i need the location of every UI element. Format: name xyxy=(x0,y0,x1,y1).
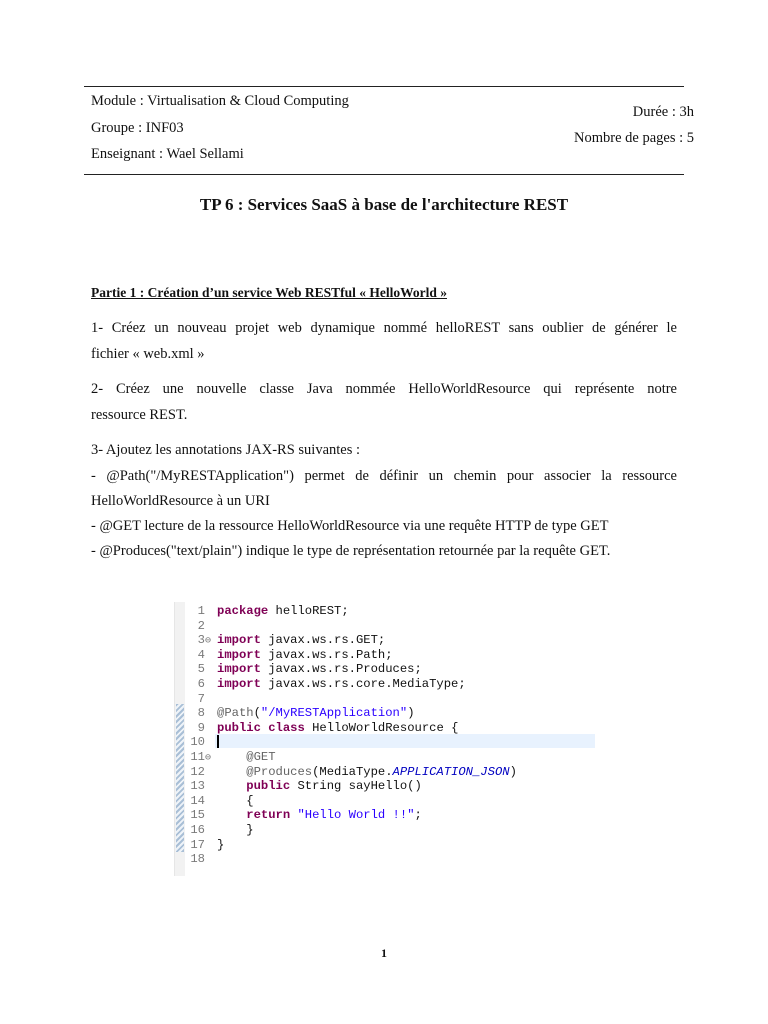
code-line: 18 xyxy=(190,852,205,867)
code-line: 16 } xyxy=(190,823,254,837)
step-3-intro: 3- Ajoutez les annotations JAX-RS suivantes : xyxy=(91,442,361,458)
step-1-line-1: 1- Créez un nouveau projet web dynamique nommé helloREST sans oublier de générer le xyxy=(91,320,677,336)
bullet-produces: - @Produces("text/plain") indique le type de représentation retournée par la requête GET. xyxy=(91,543,611,559)
current-line-highlight xyxy=(215,734,595,748)
bullet-get: - @GET lecture de la ressource HelloWorldResource via une requête HTTP de type GET xyxy=(91,518,609,534)
module-label: Module : Virtualisation & Cloud Computing xyxy=(91,93,349,109)
header-top-rule xyxy=(84,86,684,87)
page-title: TP 6 : Services SaaS à base de l'architecture REST xyxy=(199,195,569,214)
bullet-path-line-2: HelloWorldResource à un URI xyxy=(91,493,270,509)
code-line: 3⊖ import javax.ws.rs.GET; xyxy=(187,633,385,648)
fold-icon[interactable]: ⊖ xyxy=(205,636,212,648)
code-line: 10 xyxy=(190,735,205,750)
groupe-label: Groupe : INF03 xyxy=(91,120,184,136)
pages-label: Nombre de pages : 5 xyxy=(574,130,694,146)
code-line: 14 { xyxy=(190,793,254,808)
fold-icon[interactable]: ⊖ xyxy=(205,753,212,764)
code-line: 6 import javax.ws.rs.core.MediaType; xyxy=(197,677,466,691)
code-line: 9 public class HelloWorldResource { xyxy=(197,720,459,735)
code-line: 1 package helloREST; xyxy=(197,604,349,618)
code-line: 4 import javax.ws.rs.Path; xyxy=(197,647,393,662)
duree-label: Durée : 3h xyxy=(632,104,694,120)
step-2-line-2: ressource REST. xyxy=(91,407,188,423)
code-line: 2 xyxy=(197,618,205,633)
header-bottom-rule xyxy=(84,174,684,175)
enseignant-label: Enseignant : Wael Sellami xyxy=(91,146,244,162)
text-caret xyxy=(217,735,219,748)
bullet-path-line-1: - @Path("/MyRESTApplication") permet de définir un chemin pour associer la ressource xyxy=(91,468,677,484)
step-2-line-1: 2- Créez une nouvelle classe Java nommée HelloWorldResource qui représente notre xyxy=(91,381,677,397)
code-screenshot xyxy=(174,602,605,876)
code-line: 8 @Path("/MyRESTApplication") xyxy=(197,706,415,721)
code-line: 13 public String sayHello() xyxy=(190,779,422,794)
step-1-line-2: fichier « web.xml » xyxy=(91,346,205,362)
section-heading: Partie 1 : Création d’un service Web RESTful « HelloWorld » xyxy=(91,285,447,300)
change-marker xyxy=(176,704,184,852)
code-line: 5 import javax.ws.rs.Produces; xyxy=(197,662,422,677)
page-number: 1 xyxy=(381,946,387,960)
code-line: 7 xyxy=(197,691,205,706)
code-line: 12 @Produces(MediaType.APPLICATION_JSON) xyxy=(190,764,517,779)
code-line: 11⊖ @GET xyxy=(187,750,276,765)
code-line: 15 return "Hello World !!"; xyxy=(190,808,422,823)
code-line: 17 } xyxy=(190,837,225,852)
